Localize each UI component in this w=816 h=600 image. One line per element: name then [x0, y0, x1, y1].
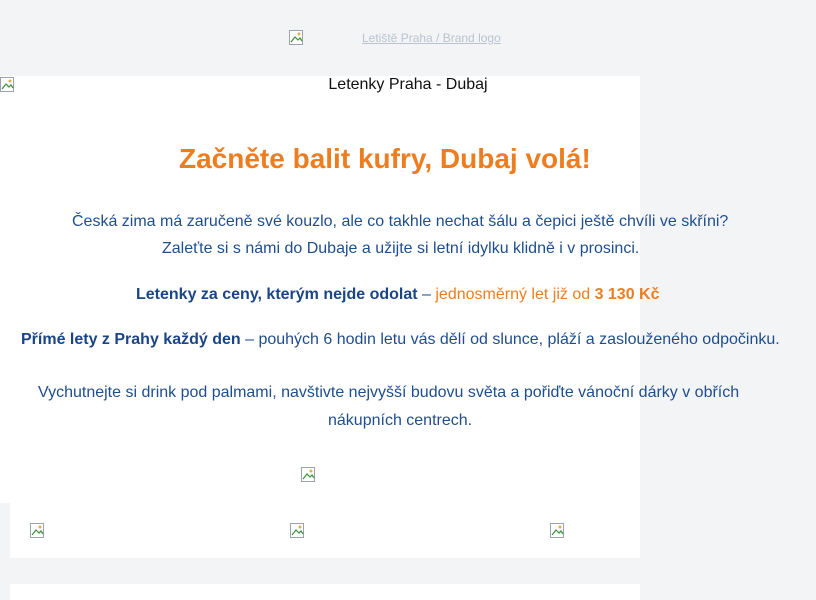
- hero-image[interactable]: [0, 76, 640, 94]
- broken-image-icon[interactable]: [301, 467, 317, 483]
- page-headline: Začněte balit kufry, Dubaj volá!: [179, 143, 591, 174]
- email-header: [0, 0, 640, 76]
- intro-text-line-2: Zaleťte si s námi do Dubaje a užijte si letní idylku klidně i v prosinci.: [162, 240, 640, 257]
- intro-text-line-1: Česká zima má zaručeně své kouzlo, ale co takhle nechat šálu a čepici ještě chvíli ve skříni?: [72, 213, 729, 230]
- direct-flights-text: – pouhých 6 hodin letu vás dělí od slunce, pláží a zaslouženého odpočinku.: [240, 331, 780, 348]
- logo-link[interactable]: [289, 30, 501, 48]
- next-section-card: [10, 584, 640, 600]
- broken-image-icon[interactable]: [550, 523, 566, 539]
- image-strip: [10, 503, 640, 558]
- price-offer-text: jednosměrný let již od: [435, 286, 595, 303]
- price-offer: [136, 286, 660, 304]
- tips-text-line-1: Vychutnejte si drink pod palmami, navštivte nejvyšší budovu světa a pořiďte vánoční dárky v obřích: [38, 384, 740, 401]
- price-offer-lead: Letenky za ceny, kterým nejde odolat: [136, 286, 418, 303]
- logo-alt-text[interactable]: Letiště Praha / Brand logo: [362, 31, 501, 45]
- email-body: [0, 76, 780, 503]
- tips-text-line-2: nákupních centrech.: [328, 412, 473, 429]
- direct-flights: [21, 331, 780, 349]
- hero-alt-text: Letenky Praha - Dubaj: [328, 76, 488, 93]
- broken-image-icon: [289, 30, 305, 46]
- direct-flights-lead: Přímé lety z Prahy každý den: [21, 331, 241, 348]
- price-value: 3 130 Kč: [594, 286, 660, 303]
- price-offer-dash: –: [417, 286, 436, 303]
- broken-image-icon[interactable]: [30, 523, 46, 539]
- broken-image-icon[interactable]: [290, 523, 306, 539]
